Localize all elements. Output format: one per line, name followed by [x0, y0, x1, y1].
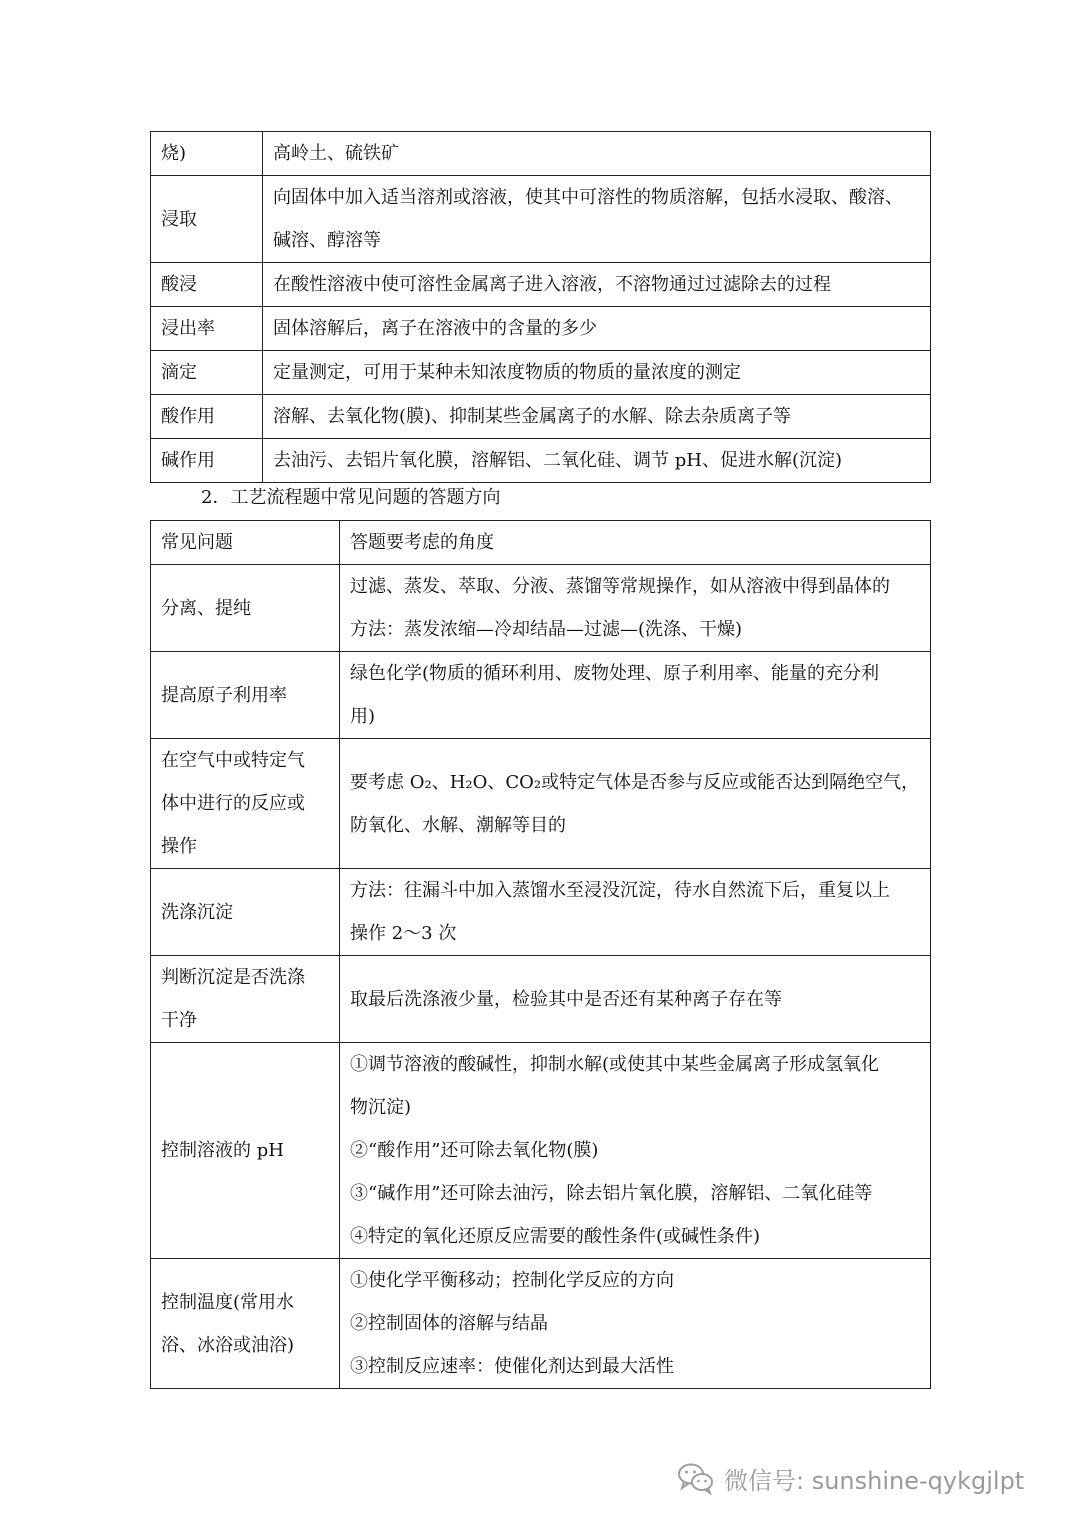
header-common-questions: 常见问题 — [151, 521, 340, 565]
description-cell — [263, 263, 931, 307]
answer-cell-line: 要考虑 O₂、H₂O、CO₂或特定气体是否参与反应或能否达到隔绝空气， — [350, 771, 920, 793]
answer-cell-line: ②控制固体的溶解与结晶 — [350, 1313, 548, 1334]
description-cell — [263, 132, 931, 176]
description-cell-line: 去油污、去铝片氧化膜，溶解铝、二氧化硅、调节 pH、促进水解(沉淀) — [273, 450, 842, 471]
question-cell — [151, 869, 340, 956]
description-cell-line: 向固体中加入适当溶剂或溶液，使其中可溶性的物质溶解，包括水浸取、酸溶、 — [273, 187, 903, 208]
answer-cell-line: 过滤、蒸发、萃取、分液、蒸馏等常规操作，如从溶液中得到晶体的 — [350, 576, 890, 597]
answer-cell-line: ③控制反应速率：使催化剂达到最大活性 — [350, 1356, 674, 1377]
question-cell-line: 控制温度(常用水 — [161, 1291, 295, 1313]
question-cell-line: 控制溶液的 pH — [161, 1140, 284, 1161]
answer-cell-line: 防氧化、水解、潮解等目的 — [350, 814, 566, 836]
table-row — [151, 1043, 931, 1259]
answer-cell-line: ②“酸作用”还可除去氧化物(膜) — [350, 1140, 599, 1161]
answer-cell-line: 绿色化学(物质的循环利用、废物处理、原子利用率、能量的充分利 — [350, 663, 880, 684]
question-cell-line: 体中进行的反应或 — [161, 793, 305, 814]
terms-table — [150, 131, 931, 483]
answer-cell-line: 取最后洗涤液少量，检验其中是否还有某种离子存在等 — [350, 988, 782, 1010]
answer-cell — [340, 1043, 931, 1259]
answer-cell-line: ④特定的氧化还原反应需要的酸性条件(或碱性条件) — [350, 1226, 761, 1247]
table-row — [151, 739, 931, 869]
question-cell — [151, 565, 340, 652]
description-cell-line: 固体溶解后，离子在溶液中的含量的多少 — [273, 318, 597, 339]
description-cell-line: 溶解、去氧化物(膜)、抑制某些金属离子的水解、除去杂质离子等 — [273, 406, 792, 427]
header-answer-angle: 答题要考虑的角度 — [340, 521, 931, 565]
term-cell: 酸浸 — [151, 263, 263, 307]
answer-cell-line: 方法：蒸发浓缩—冷却结晶—过滤—(洗涤、干燥) — [350, 619, 743, 640]
table-row — [151, 439, 931, 483]
term-cell: 浸出率 — [151, 307, 263, 351]
description-cell-line: 碱溶、醇溶等 — [273, 230, 381, 251]
description-cell — [263, 395, 931, 439]
question-cell — [151, 956, 340, 1043]
question-cell-line: 洗涤沉淀 — [161, 901, 233, 923]
table-row — [151, 652, 931, 739]
question-cell — [151, 1043, 340, 1259]
term-cell: 碱作用 — [151, 439, 263, 483]
table-row — [151, 307, 931, 351]
answer-cell — [340, 652, 931, 739]
answer-cell-line: ③“碱作用”还可除去油污，除去铝片氧化膜，溶解铝、二氧化硅等 — [350, 1183, 873, 1204]
table-row — [151, 263, 931, 307]
answer-cell-line: 操作 2～3 次 — [350, 923, 457, 944]
questions-table — [150, 520, 931, 1389]
answer-cell-line: ①使化学平衡移动；控制化学反应的方向 — [350, 1270, 674, 1291]
question-cell-line: 分离、提纯 — [161, 597, 251, 619]
table-row — [151, 1259, 931, 1389]
answer-cell-line: 用) — [350, 706, 376, 727]
table-row — [151, 869, 931, 956]
answer-cell — [340, 869, 931, 956]
question-cell-line: 干净 — [161, 1010, 197, 1031]
question-cell-line: 判断沉淀是否洗涤 — [161, 967, 305, 988]
question-cell-line: 提高原子利用率 — [161, 684, 287, 706]
description-cell-line: 在酸性溶液中使可溶性金属离子进入溶液，不溶物通过过滤除去的过程 — [273, 274, 831, 295]
table-row — [151, 565, 931, 652]
wechat-icon — [676, 1461, 716, 1495]
question-cell — [151, 1259, 340, 1389]
table-header-row — [151, 521, 931, 565]
term-cell: 滴定 — [151, 351, 263, 395]
answer-cell-line: ①调节溶液的酸碱性，抑制水解(或使其中某些金属离子形成氢氧化 — [350, 1054, 880, 1075]
term-cell: 浸取 — [151, 176, 263, 263]
question-cell — [151, 739, 340, 869]
section-heading: 2．工艺流程题中常见问题的答题方向 — [201, 487, 501, 508]
description-cell — [263, 307, 931, 351]
watermark — [676, 1458, 1024, 1498]
answer-cell-line: 方法：往漏斗中加入蒸馏水至浸没沉淀，待水自然流下后，重复以上 — [350, 880, 890, 901]
table-row — [151, 351, 931, 395]
answer-cell — [340, 565, 931, 652]
table-row — [151, 176, 931, 263]
description-cell-line: 定量测定，可用于某种未知浓度物质的物质的量浓度的测定 — [273, 362, 741, 383]
table-row — [151, 956, 931, 1043]
term-cell: 酸作用 — [151, 395, 263, 439]
term-cell: 烧) — [151, 132, 263, 176]
answer-cell — [340, 739, 931, 869]
table-row — [151, 395, 931, 439]
table-row — [151, 132, 931, 176]
description-cell-line: 高岭土、硫铁矿 — [273, 143, 399, 164]
answer-cell — [340, 956, 931, 1043]
description-cell — [263, 351, 931, 395]
watermark-text: 微信号: sunshine-qykgjlpt — [724, 1466, 1025, 1495]
answer-cell-line: 物沉淀) — [350, 1097, 412, 1118]
question-cell-line: 浴、冰浴或油浴) — [161, 1334, 295, 1356]
question-cell — [151, 652, 340, 739]
description-cell — [263, 439, 931, 483]
question-cell-line: 在空气中或特定气 — [161, 750, 305, 771]
answer-cell — [340, 1259, 931, 1389]
question-cell-line: 操作 — [161, 836, 197, 857]
description-cell — [263, 176, 931, 263]
